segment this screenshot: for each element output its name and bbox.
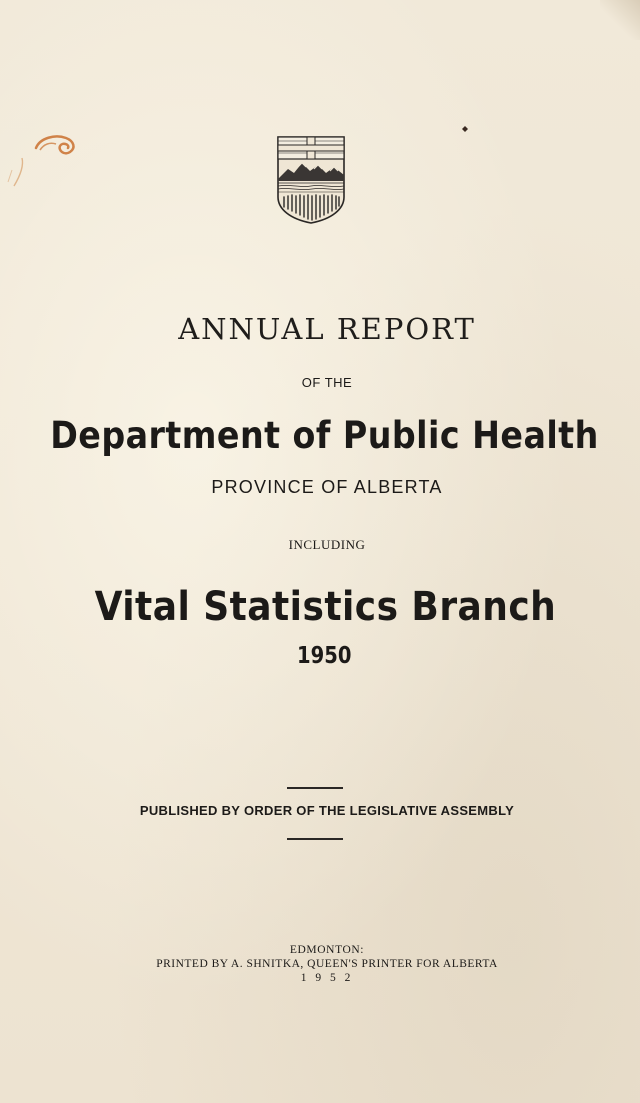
- imprint-printer: PRINTED BY A. SHNITKA, QUEEN'S PRINTER FOR ALBERTA: [156, 958, 498, 970]
- divider-bottom: [287, 838, 343, 840]
- of-the-label: OF THE: [301, 375, 353, 390]
- report-title: ANNUAL REPORT: [178, 312, 476, 346]
- ink-stain-mark: [0, 120, 90, 200]
- including-label: INCLUDING: [288, 537, 366, 552]
- imprint-year: 1 9 5 2: [300, 972, 354, 984]
- imprint-city: EDMONTON:: [289, 944, 365, 956]
- alberta-coat-of-arms-icon: [276, 135, 346, 225]
- divider-top: [287, 787, 343, 789]
- print-dot-mark: [461, 125, 469, 133]
- report-year: 1950: [297, 643, 352, 669]
- branch-title: Vital Statistics Branch: [94, 584, 557, 630]
- published-by-line: PUBLISHED BY ORDER OF THE LEGISLATIVE ASSEMBLY: [139, 803, 515, 818]
- page-corner-fold: [600, 0, 640, 40]
- department-title: Department of Public Health: [50, 414, 599, 457]
- province-label: PROVINCE OF ALBERTA: [211, 477, 443, 497]
